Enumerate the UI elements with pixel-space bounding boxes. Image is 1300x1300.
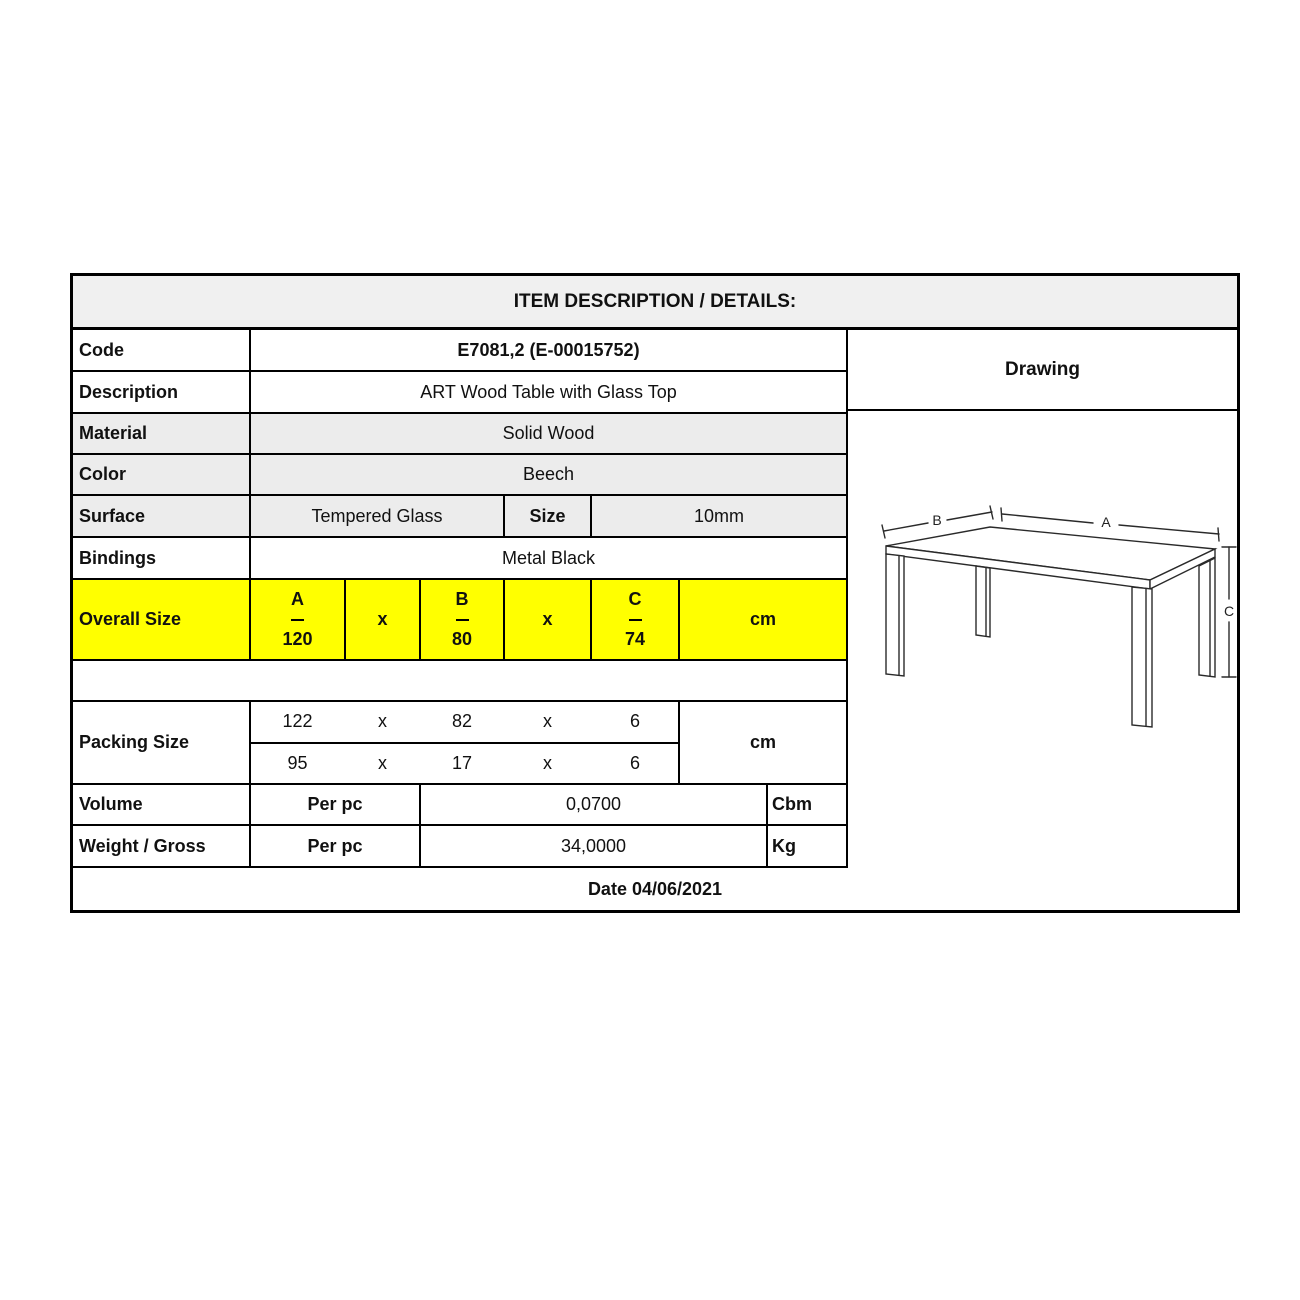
dim-c-value: 74 (624, 629, 646, 650)
overall-dim-b (421, 580, 505, 659)
packing-2-b: 17 (451, 752, 473, 773)
packing-1-x2: x (543, 711, 552, 732)
material-label: Material (73, 414, 251, 453)
row-bindings (73, 538, 846, 580)
overall-unit: cm (749, 609, 776, 629)
dim-b-value: 80 (451, 629, 473, 650)
volume-per: Per pc (251, 785, 421, 824)
item-spec-table (70, 273, 1240, 913)
row-overall-size (73, 580, 846, 661)
description-label: Description (73, 372, 251, 412)
packing-1-a: 122 (282, 711, 313, 732)
sketch-label-c: C (1223, 603, 1235, 619)
row-color (73, 455, 846, 496)
row-surface (73, 496, 846, 538)
packing-1-x1: x (378, 711, 387, 732)
weight-value: 34,0000 (421, 826, 768, 866)
description-value: ART Wood Table with Glass Top (420, 381, 677, 402)
dim-c-letter: C (629, 580, 642, 621)
color-value: Beech (522, 464, 575, 484)
weight-unit: Kg (772, 835, 796, 856)
row-spacer (73, 661, 846, 702)
packing-size-label: Packing Size (73, 702, 251, 783)
weight-per: Per pc (251, 826, 421, 866)
dim-a-letter: A (291, 580, 304, 621)
row-weight (73, 826, 846, 868)
packing-2-a: 95 (287, 752, 308, 773)
packing-2-x2: x (543, 752, 552, 773)
surface-value: Tempered Glass (251, 496, 505, 536)
packing-values (251, 702, 680, 783)
dim-a-value: 120 (282, 629, 313, 650)
bindings-label: Bindings (73, 538, 251, 578)
surface-size-label: Size (505, 496, 592, 536)
dim-b-letter: B (456, 580, 469, 621)
volume-value: 0,0700 (421, 785, 768, 824)
surface-label: Surface (73, 496, 251, 536)
packing-2-c: 6 (629, 752, 640, 773)
packing-1-b: 82 (451, 711, 473, 732)
sketch-label-a: A (1101, 514, 1111, 530)
overall-size-label: Overall Size (73, 580, 251, 659)
color-label: Color (73, 455, 251, 494)
volume-unit: Cbm (772, 794, 812, 814)
material-value: Solid Wood (502, 423, 595, 443)
row-description (73, 372, 846, 414)
row-packing-size (73, 702, 846, 785)
overall-x2: x (505, 580, 592, 659)
overall-dim-a (251, 580, 346, 659)
drawing-cell (846, 330, 1237, 868)
overall-dim-c (592, 580, 680, 659)
packing-2-x1: x (378, 752, 387, 773)
row-date: Date 04/06/2021 (587, 878, 723, 899)
packing-1-c: 6 (629, 711, 640, 732)
code-label: Code (73, 330, 251, 370)
packing-row-1 (251, 702, 679, 744)
packing-unit: cm (749, 732, 776, 752)
row-code (73, 330, 846, 372)
packing-row-2 (251, 744, 679, 784)
weight-label: Weight / Gross (73, 826, 251, 866)
surface-size-value: 10mm (693, 505, 744, 526)
drawing-header: Drawing (848, 330, 1237, 411)
table-title: ITEM DESCRIPTION / DETAILS: (73, 276, 1237, 330)
row-material (73, 414, 846, 455)
code-value: E7081,2 (E-00015752) (457, 339, 640, 360)
table-sketch (848, 411, 1239, 866)
bindings-value: Metal Black (501, 547, 596, 568)
drawing-area (848, 411, 1237, 866)
overall-x1: x (346, 580, 421, 659)
spacer-cell (73, 661, 846, 700)
row-volume (73, 785, 846, 826)
volume-label: Volume (73, 785, 251, 824)
sketch-label-b: B (932, 512, 942, 528)
